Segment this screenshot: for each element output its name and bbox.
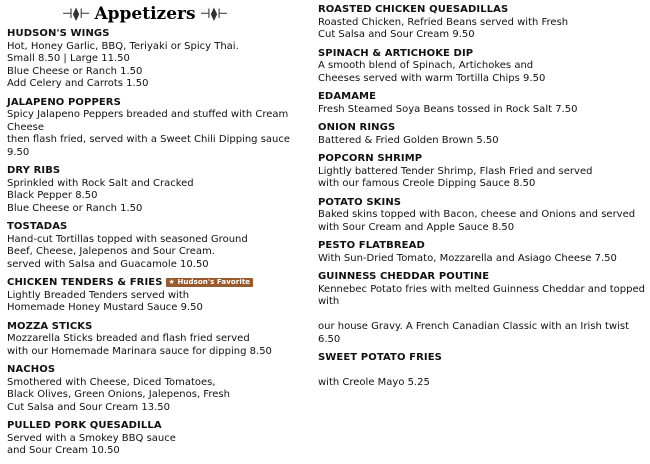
- item-description: Hot, Honey Garlic, BBQ, Teriyaki or Spicy Thai. Small 8.50 | Large 11.50 Blue Cheese or Ranch 1.50 Add Celery and Carrots 1.50: [7, 40, 239, 89]
- item-name: PESTO FLATBREAD: [318, 240, 425, 251]
- menu-item: [7, 97, 307, 160]
- ornament-left-icon: ⊣⧫⊢: [61, 6, 91, 22]
- item-name: EDAMAME: [318, 91, 377, 102]
- item-description: Hand-cut Tortillas topped with seasoned Ground Beef, Cheese, Jalepenos and Sour Cream. served with Salsa and Guacamole 10.50: [7, 233, 248, 270]
- menu-item: [7, 420, 307, 458]
- menu-item: [7, 165, 307, 215]
- item-name: SWEET POTATO FRIES: [318, 352, 442, 363]
- left-column: [7, 0, 307, 464]
- right-column: [318, 4, 648, 396]
- item-name: TOSTADAS: [7, 221, 68, 232]
- item-name: SPINACH & ARTICHOKE DIP: [318, 47, 474, 59]
- menu-item: [7, 364, 307, 414]
- item-name: POTATO SKINS: [318, 196, 402, 208]
- item-name: GUINNESS CHEDDAR POUTINE: [318, 271, 490, 282]
- item-description: with Creole Mayo 5.25: [318, 377, 430, 388]
- menu-item: [318, 240, 648, 265]
- item-description: Fresh Steamed Soya Beans tossed in Rock Salt 7.50: [318, 103, 578, 115]
- menu-item: [318, 91, 648, 116]
- item-description: With Sun-Dried Tomato, Mozzarella and Asiago Cheese 7.50: [318, 252, 617, 264]
- item-description: Kennebec Potato fries with melted Guinness Cheddar and topped with our house Gravy. A French Canadian Classic with an Irish twist 6.50: [318, 283, 645, 345]
- item-name: ROASTED CHICKEN QUESADILLAS: [318, 4, 509, 15]
- item-description: Lightly Breaded Tenders served with Homemade Honey Mustard Sauce 9.50: [7, 289, 203, 313]
- star-icon: ★: [168, 278, 175, 286]
- item-description: Smothered with Cheese, Diced Tomatoes, Black Olives, Green Onions, Jalepenos, Fresh Cut Salsa and Sour Cream 13.50: [7, 376, 230, 413]
- item-name: CHICKEN TENDERS & FRIES: [7, 277, 163, 288]
- item-description: Spicy Jalapeno Peppers breaded and stuffed with Cream Cheese then flash fried, served with a Sweet Chili Dipping sauce 9.50: [7, 109, 291, 158]
- menu-item: [7, 28, 307, 91]
- item-name: ONION RINGS: [318, 122, 396, 133]
- menu-item: [318, 122, 648, 147]
- menu-item: [7, 321, 307, 359]
- item-description: Roasted Chicken, Refried Beans served with Fresh Cut Salsa and Sour Cream 9.50: [318, 16, 569, 40]
- menu-item: [7, 277, 307, 315]
- item-description: A smooth blend of Spinach, Artichokes and Cheeses served with warm Tortilla Chips 9.50: [318, 60, 546, 84]
- section-header: [15, 0, 275, 28]
- menu-item: [318, 4, 648, 42]
- item-description: Sprinkled with Rock Salt and Cracked Black Pepper 8.50 Blue Cheese or Ranch 1.50: [7, 177, 194, 214]
- item-name: MOZZA STICKS: [7, 320, 93, 332]
- item-name: NACHOS: [7, 364, 56, 375]
- item-description: Battered & Fried Golden Brown 5.50: [318, 134, 499, 146]
- item-description: Served with a Smokey BBQ sauce and Sour Cream 10.50: [7, 432, 176, 456]
- menu-item: [318, 197, 648, 235]
- item-name: JALAPENO POPPERS: [7, 96, 121, 108]
- item-name: PULLED PORK QUESADILLA: [7, 420, 162, 431]
- section-title: Appetizers: [94, 4, 196, 24]
- menu-item: [318, 352, 648, 390]
- item-name: POPCORN SHRIMP: [318, 153, 423, 164]
- item-name: HUDSON'S WINGS: [7, 28, 110, 39]
- item-name-row: [7, 277, 307, 290]
- ornament-right-icon: ⊣⧫⊢: [199, 6, 229, 22]
- item-name: DRY RIBS: [7, 165, 61, 176]
- menu-item: [318, 153, 648, 191]
- menu-item: [318, 48, 648, 86]
- menu-item: [7, 221, 307, 271]
- item-description: Lightly battered Tender Shrimp, Flash Fried and served with our famous Creole Dipping Sauce 8.50: [318, 165, 593, 189]
- menu-item: [318, 271, 648, 346]
- favorite-badge-label: Hudson's Favorite: [177, 278, 251, 286]
- item-description: Mozzarella Sticks breaded and flash fried served with our Homemade Marinara sauce for dipping 8.50: [7, 333, 272, 357]
- item-description: Baked skins topped with Bacon, cheese and Onions and served with Sour Cream and Apple Sauce 8.50: [318, 209, 636, 233]
- favorite-badge: [166, 278, 254, 287]
